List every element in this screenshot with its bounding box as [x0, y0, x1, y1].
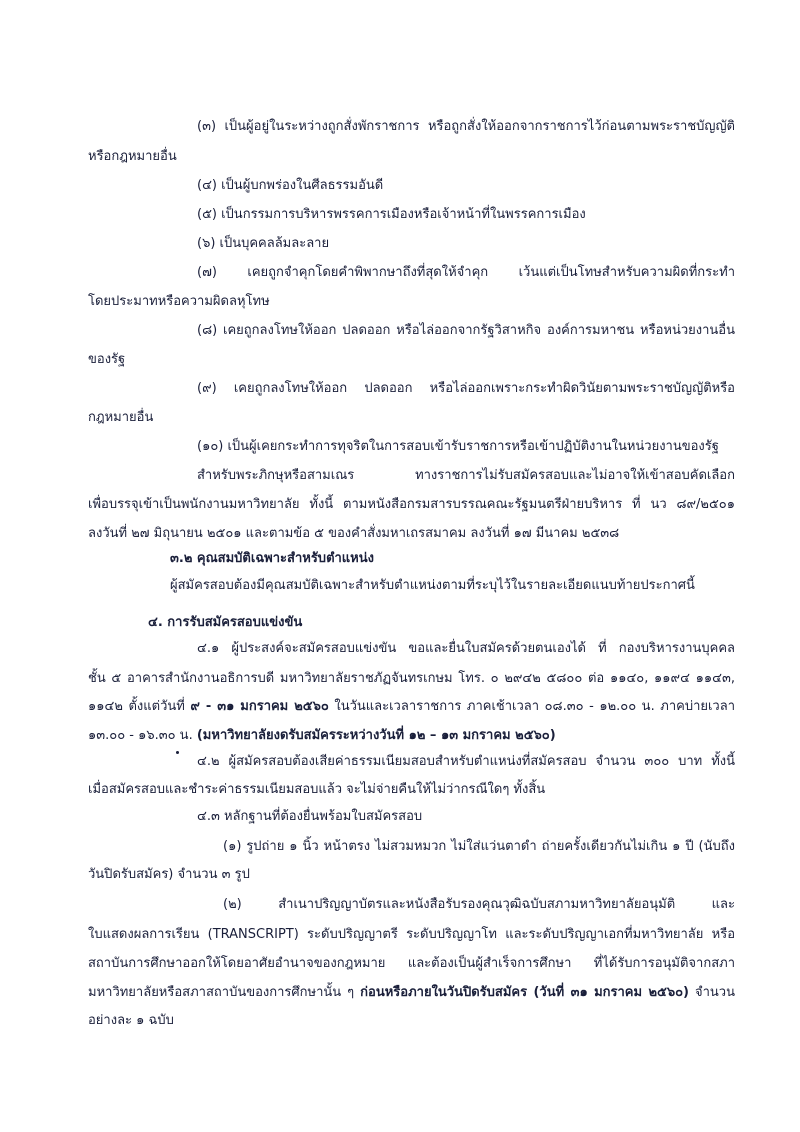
- s432-l4-text-a: มหาวิทยาลัยหรือสภาสถาบันของการศึกษานั้น ๆ: [88, 985, 355, 1000]
- section-4-3-2-line-5: อย่างละ ๑ ฉบับ: [88, 1013, 174, 1028]
- item-6: (๖) เป็นบุคคลล้มละลาย: [197, 236, 330, 251]
- item-8-cont: ของรัฐ: [88, 352, 126, 367]
- item-9-cont: กฎหมายอื่น: [88, 410, 154, 425]
- s41-l3-text-a: ๑๑๔๒ ตั้งแต่วันที่: [88, 699, 185, 714]
- section-4-1-line-4: [88, 727, 556, 745]
- s432-l4-text-c: จำนวน: [695, 985, 735, 1000]
- section-4-3: ๔.๓ หลักฐานที่ต้องยื่นพร้อมใบสมัครสอบ: [197, 809, 423, 824]
- section-4-2-line-1: ๔.๒ ผู้สมัครสอบต้องเสียค่าธรรมเนียมสอบสำหรับตำแหน่งที่สมัครสอบ จำนวน ๓๐๐ บาท ทั้งนี้: [197, 754, 735, 769]
- section-4-1-line-1: ๔.๑ ผู้ประสงค์จะสมัครสอบแข่งขัน ขอและยื่นใบสมัครด้วยตนเองได้ ที่ กองบริหารงานบุคคล: [197, 641, 735, 656]
- section-4-heading: ๔. การรับสมัครสอบแข่งขัน: [148, 615, 303, 630]
- section-4-3-2-line-2: ใบแสดงผลการเรียน (TRANSCRIPT) ระดับปริญญาตรี ระดับปริญญาโท และระดับปริญญาเอกที่มหาวิทยาลัย หรือ: [88, 927, 735, 942]
- section-4-3-1-line-1: (๑) รูปถ่าย ๑ นิ้ว หน้าตรง ไม่สวมหมวก ไม่ใส่แว่นตาดำ ถ่ายครั้งเดียวกันไม่เกิน ๑ ปี (นับถึง: [223, 839, 735, 854]
- section-3-2-text: ผู้สมัครสอบต้องมีคุณสมบัติเฉพาะสำหรับตำแหน่งตามที่ระบุไว้ในรายละเอียดแนบท้ายประกาศนี้: [170, 578, 695, 593]
- item-3: (๓) เป็นผู้อยู่ในระหว่างถูกสั่งพักราชการ หรือถูกสั่งให้ออกจากราชการไว้ก่อนตามพระราชบัญญัติ: [197, 119, 735, 134]
- item-10: (๑๐) เป็นผู้เคยกระทำการทุจริตในการสอบเข้ารับราชการหรือเข้าปฏิบัติงานในหน่วยงานของรัฐ: [197, 439, 719, 454]
- section-4-3-2-line-4: [88, 984, 735, 1002]
- section-4-1-line-3: [88, 698, 735, 716]
- section-4-1-line-2: ชั้น ๕ อาคารสำนักงานอธิการบดี มหาวิทยาลัยราชภัฏจันทรเกษม โทร. ๐ ๒๙๔๒ ๕๘๐๐ ต่อ ๑๑๔๐, ๑๑๙๔ ๑๑๔๓,: [88, 671, 735, 686]
- section-4-2-line-2: เมื่อสมัครสอบและชำระค่าธรรมเนียมสอบแล้ว จะไม่จ่ายคืนให้ไม่ว่ากรณีใดๆ ทั้งสิ้น: [88, 782, 546, 797]
- afternoon-hours: ๑๓.๐๐ - ๑๖.๓๐ น.: [88, 728, 193, 743]
- monk-line-1: สำหรับพระภิกษุหรือสามเณร ทางราชการไม่รับสมัครสอบและไม่อาจให้เข้าสอบคัดเลือก: [197, 468, 735, 483]
- application-period: ๙ - ๓๑ มกราคม ๒๕๖๐: [190, 699, 329, 714]
- section-3-2-heading: ๓.๒ คุณสมบัติเฉพาะสำหรับตำแหน่ง: [170, 551, 374, 566]
- deadline-note: ก่อนหรือภายในวันปิดรับสมัคร (วันที่ ๓๑ มกราคม ๒๕๖๐): [360, 985, 689, 1000]
- monk-line-2: เพื่อบรรจุเข้าเป็นพนักงานมหาวิทยาลัย ทั้งนี้ ตามหนังสือกรมสารบรรณคณะรัฐมนตรีฝ่ายบริหาร ที่ นว ๘๙/๒๕๐๑: [88, 497, 735, 512]
- item-8: (๘) เคยถูกลงโทษให้ออก ปลดออก หรือไล่ออกจากรัฐวิสาหกิจ องค์การมหาชน หรือหน่วยงานอื่น: [197, 323, 735, 338]
- section-4-3-1-line-2: วันปิดรับสมัคร) จำนวน ๓ รูป: [88, 867, 250, 882]
- item-4: (๔) เป็นผู้บกพร่องในศีลธรรมอันดี: [197, 178, 384, 193]
- s41-l3-text-c: ในวันและเวลาราชการ ภาคเช้าเวลา ๐๘.๓๐ - ๑๒.๐๐ น. ภาคบ่ายเวลา: [334, 699, 735, 714]
- item-7-cont: โดยประมาทหรือความผิดลหุโทษ: [88, 294, 270, 309]
- monk-line-3: ลงวันที่ ๒๗ มิถุนายน ๒๕๐๑ และตามข้อ ๕ ของคำสั่งมหาเถรสมาคม ลงวันที่ ๑๗ มีนาคม ๒๕๓๘: [88, 526, 620, 541]
- item-3-cont: หรือกฎหมายอื่น: [88, 149, 177, 164]
- item-7: (๗) เคยถูกจำคุกโดยคำพิพากษาถึงที่สุดให้จำคุก เว้นแต่เป็นโทษสำหรับความผิดที่กระทำ: [197, 265, 735, 280]
- item-5: (๕) เป็นกรรมการบริหารพรรคการเมืองหรือเจ้าหน้าที่ในพรรคการเมือง: [197, 207, 586, 222]
- section-4-3-2-line-3: สถาบันการศึกษาออกให้โดยอาศัยอำนาจของกฎหมาย และต้องเป็นผู้สำเร็จการศึกษา ที่ได้รับการอนุมัติจากสภา: [88, 956, 735, 971]
- item-9: (๙) เคยถูกลงโทษให้ออก ปลดออก หรือไล่ออกเพราะกระทำผิดวินัยตามพระราชบัญญัติหรือ: [197, 381, 735, 396]
- section-4-3-2-line-1: (๒) สำเนาปริญญาบัตรและหนังสือรับรองคุณวุฒิฉบับสภามหาวิทยาลัยอนุมัติ และ: [223, 897, 735, 912]
- bullet-mark: [176, 751, 179, 754]
- closed-days-note: (มหาวิทยาลัยงดรับสมัครระหว่างวันที่ ๑๒ – ๑๓ มกราคม ๒๕๖๐): [196, 728, 556, 743]
